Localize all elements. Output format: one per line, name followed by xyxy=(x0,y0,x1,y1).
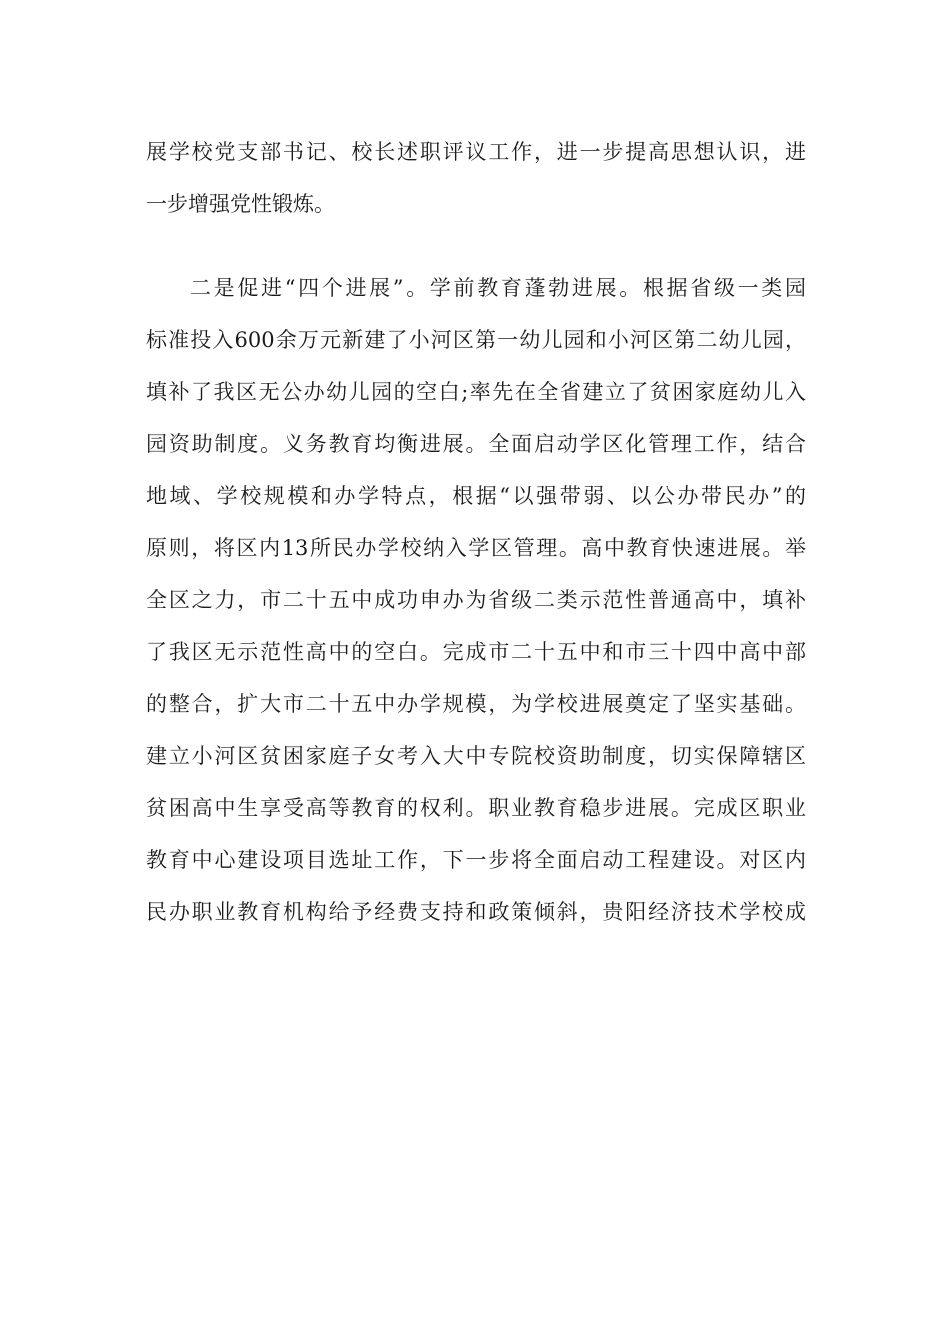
text-line: 展学校党支部书记、校长述职评议工作，进一步提高思想认识，进 xyxy=(146,140,806,164)
text-line: 贫困高中生享受高等教育的权利。职业教育稳步进展。完成区职业 xyxy=(146,796,806,820)
text-line: 原则，将区内13所民办学校纳入学区管理。高中教育快速进展。举 xyxy=(146,536,806,560)
text-line: 地域、学校规模和办学特点，根据“以强带弱、以公办带民办”的 xyxy=(146,484,806,508)
text-line: 园资助制度。义务教育均衡进展。全面启动学区化管理工作，结合 xyxy=(146,432,806,456)
text-line: 填补了我区无公办幼儿园的空白;率先在全省建立了贫困家庭幼儿入 xyxy=(146,380,806,404)
paragraph-1 xyxy=(146,130,806,234)
body-text xyxy=(146,130,806,938)
text-line: 标准投入600余万元新建了小河区第一幼儿园和小河区第二幼儿园， xyxy=(146,328,806,352)
paragraph-2 xyxy=(146,266,806,938)
text-line: 教育中心建设项目选址工作，下一步将全面启动工程建设。对区内 xyxy=(146,848,806,872)
text-line: 了我区无示范性高中的空白。完成市二十五中和市三十四中高中部 xyxy=(146,640,806,664)
paragraph-spacer xyxy=(146,234,806,266)
text-line: 民办职业教育机构给予经费支持和政策倾斜，贵阳经济技术学校成 xyxy=(146,900,806,924)
text-line: 二是促进“四个进展”。学前教育蓬勃进展。根据省级一类园 xyxy=(190,276,806,300)
text-line: 全区之力，市二十五中成功申办为省级二类示范性普通高中，填补 xyxy=(146,588,806,612)
text-line: 一步增强党性锻炼。 xyxy=(146,192,335,216)
text-line: 建立小河区贫困家庭子女考入大中专院校资助制度，切实保障辖区 xyxy=(146,744,806,768)
text-line: 的整合，扩大市二十五中办学规模，为学校进展奠定了坚实基础。 xyxy=(146,692,806,716)
